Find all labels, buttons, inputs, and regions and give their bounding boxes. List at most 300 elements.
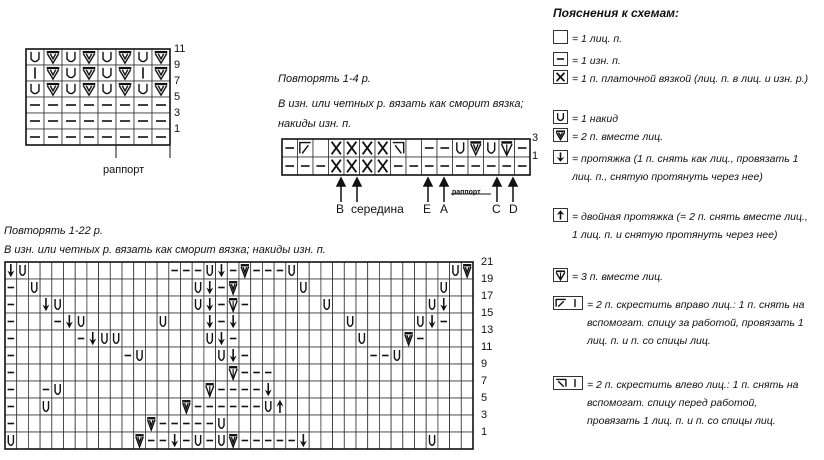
small-chart-cell xyxy=(80,129,98,145)
big-chart-cell xyxy=(403,279,415,296)
big-chart-cell xyxy=(286,347,298,364)
big-chart-cell xyxy=(379,398,391,415)
small-chart-cell xyxy=(44,129,62,145)
big-chart-cell xyxy=(110,347,122,364)
big-chart-cell xyxy=(145,262,157,279)
big-chart-cell xyxy=(157,381,169,398)
big-chart-cell xyxy=(28,381,40,398)
big-chart-cell xyxy=(286,415,298,432)
big-chart-cell xyxy=(262,313,274,330)
big-chart-cell xyxy=(239,347,251,364)
big-chart-cell xyxy=(286,296,298,313)
big-chart-cell xyxy=(99,432,111,449)
middle-chart-cell xyxy=(313,157,329,175)
legend-item xyxy=(553,150,814,186)
legend-dash-icon xyxy=(553,52,568,66)
big-chart-cell xyxy=(52,279,64,296)
big-chart-cell xyxy=(169,262,181,279)
big-chart-cell xyxy=(251,313,263,330)
small-chart-cell xyxy=(116,129,134,145)
small-chart-cell xyxy=(44,49,62,65)
big-chart-cell xyxy=(333,279,345,296)
big-chart-cell xyxy=(438,432,450,449)
big-chart-cell xyxy=(87,262,99,279)
legend-item xyxy=(553,52,814,70)
big-chart-cell xyxy=(403,432,415,449)
big-chart-cell xyxy=(239,296,251,313)
big-chart-cell xyxy=(415,330,427,347)
big-chart-cell xyxy=(251,347,263,364)
middle-chart-cell xyxy=(313,139,329,157)
big-chart-cell xyxy=(438,279,450,296)
big-chart-cell xyxy=(321,381,333,398)
small-chart-row-number: 7 xyxy=(174,75,181,87)
small-chart-cell xyxy=(26,129,44,145)
big-chart-cell xyxy=(17,364,29,381)
big-chart-cell xyxy=(134,415,146,432)
small-chart-cell xyxy=(44,81,62,97)
big-chart-cell xyxy=(461,313,473,330)
big-chart-cell xyxy=(99,347,111,364)
label-e: E xyxy=(423,202,432,216)
big-chart-cell xyxy=(181,347,193,364)
big-chart-cell xyxy=(298,364,310,381)
big-chart-cell xyxy=(391,313,403,330)
big-chart-cell xyxy=(145,347,157,364)
big-chart-cell xyxy=(204,330,216,347)
big-chart-cell xyxy=(321,296,333,313)
big-chart-cell xyxy=(99,296,111,313)
big-chart-cell xyxy=(122,432,134,449)
big-chart-cell xyxy=(391,415,403,432)
big-chart-cell xyxy=(286,432,298,449)
small-chart-cell xyxy=(62,81,80,97)
small-chart-cell xyxy=(80,113,98,129)
middle-chart-grid xyxy=(281,138,531,176)
big-chart-cell xyxy=(274,262,286,279)
middle-chart-row-number: 3 xyxy=(532,132,539,144)
small-chart-cell xyxy=(116,97,134,113)
big-chart-cell xyxy=(5,313,17,330)
big-chart-cell xyxy=(192,262,204,279)
big-chart-cell xyxy=(309,381,321,398)
big-chart-cell xyxy=(52,262,64,279)
big-chart-cell xyxy=(227,347,239,364)
big-chart-cell xyxy=(403,381,415,398)
middle-repeat-note: Повторять 1-4 р. xyxy=(278,73,371,85)
big-chart-cell xyxy=(356,262,368,279)
small-chart-cell xyxy=(98,97,116,113)
small-chart-cell xyxy=(44,97,62,113)
legend-item-text: = 1 лиц. п. xyxy=(572,33,623,45)
big-chart-cell xyxy=(368,262,380,279)
big-chart-cell xyxy=(192,296,204,313)
big-chart-cell xyxy=(368,415,380,432)
big-chart-cell xyxy=(262,398,274,415)
big-chart-cell xyxy=(379,432,391,449)
big-chart-cell xyxy=(75,330,87,347)
big-chart-cell xyxy=(415,415,427,432)
big-chart-cell xyxy=(426,347,438,364)
big-chart-cell xyxy=(40,313,52,330)
big-chart-cell xyxy=(181,381,193,398)
big-chart-cell xyxy=(344,279,356,296)
big-chart-cell xyxy=(75,398,87,415)
legend-item xyxy=(553,128,814,146)
big-chart-cell xyxy=(110,415,122,432)
big-chart-cell xyxy=(192,279,204,296)
middle-chart-cell xyxy=(329,157,345,175)
big-chart-cell xyxy=(52,432,64,449)
big-chart-cell xyxy=(251,415,263,432)
big-chart-cell xyxy=(450,432,462,449)
small-chart-cell xyxy=(26,65,44,81)
big-chart-cell xyxy=(40,415,52,432)
big-chart-cell xyxy=(181,398,193,415)
big-chart-cell xyxy=(87,330,99,347)
big-chart-cell xyxy=(64,296,76,313)
big-chart-cell xyxy=(216,432,228,449)
big-chart-cell xyxy=(110,296,122,313)
big-chart-cell xyxy=(5,364,17,381)
big-chart-cell xyxy=(251,432,263,449)
big-chart-cell xyxy=(192,330,204,347)
big-chart-cell xyxy=(438,364,450,381)
big-chart-cell xyxy=(239,432,251,449)
big-chart-cell xyxy=(274,415,286,432)
big-chart-cell xyxy=(40,330,52,347)
big-chart-cell xyxy=(403,330,415,347)
big-chart-cell xyxy=(5,381,17,398)
big-chart-cell xyxy=(99,381,111,398)
big-chart-cell xyxy=(216,330,228,347)
big-chart-cell xyxy=(134,347,146,364)
big-chart-cell xyxy=(99,415,111,432)
big-chart-cell xyxy=(169,415,181,432)
big-chart-cell xyxy=(204,313,216,330)
big-chart-cell xyxy=(157,364,169,381)
big-chart-cell xyxy=(28,296,40,313)
big-chart-cell xyxy=(169,432,181,449)
big-chart-cell xyxy=(426,364,438,381)
big-chart-cell xyxy=(17,415,29,432)
middle-chart-cell xyxy=(422,139,438,157)
big-chart-cell xyxy=(356,415,368,432)
big-chart-cell xyxy=(251,330,263,347)
small-chart-cell xyxy=(152,97,170,113)
big-chart-cell xyxy=(368,398,380,415)
middle-chart-cell xyxy=(484,139,500,157)
big-chart-cell xyxy=(216,279,228,296)
middle-chart-cell xyxy=(453,157,469,175)
small-chart-row-number: 11 xyxy=(174,43,186,55)
big-chart-cell xyxy=(192,415,204,432)
small-chart-cell xyxy=(134,97,152,113)
big-chart-cell xyxy=(298,415,310,432)
big-chart-cell xyxy=(379,330,391,347)
small-chart-cell xyxy=(98,113,116,129)
big-chart-cell xyxy=(344,415,356,432)
big-chart-cell xyxy=(181,296,193,313)
big-chart-cell xyxy=(461,330,473,347)
big-chart-cell xyxy=(216,347,228,364)
big-chart-cell xyxy=(321,347,333,364)
big-chart-cell xyxy=(438,313,450,330)
big-chart-cell xyxy=(461,381,473,398)
big-chart-cell xyxy=(87,279,99,296)
big-chart-cell xyxy=(356,347,368,364)
small-chart-cell xyxy=(98,65,116,81)
middle-chart-cell xyxy=(406,139,422,157)
big-chart-cell xyxy=(298,347,310,364)
big-chart-cell xyxy=(321,279,333,296)
big-chart-cell xyxy=(64,381,76,398)
big-chart-cell xyxy=(40,381,52,398)
big-chart-cell xyxy=(274,279,286,296)
legend-item-text: = 2 п. скрестить влево лиц.: 1 п. снять на вспомогат. спицу перед работой, провязать 1 лиц. п. и п. со спицы лиц. xyxy=(587,379,799,427)
big-chart-cell xyxy=(344,296,356,313)
middle-chart-cell xyxy=(391,157,407,175)
big-chart-cell xyxy=(344,347,356,364)
big-chart-cell xyxy=(251,364,263,381)
big-chart-cell xyxy=(5,296,17,313)
big-chart-row-number: 17 xyxy=(481,290,494,302)
big-chart-cell xyxy=(122,296,134,313)
big-chart-cell xyxy=(274,296,286,313)
big-chart-cell xyxy=(356,432,368,449)
big-chart-cell xyxy=(87,415,99,432)
legend-item-text: = 1 п. платочной вязкой (лиц. п. в лиц. и изн. р.) xyxy=(572,73,809,85)
big-chart-cell xyxy=(426,415,438,432)
big-chart-cell xyxy=(75,432,87,449)
big-chart-cell xyxy=(286,398,298,415)
big-chart-cell xyxy=(391,296,403,313)
big-chart-row-number: 7 xyxy=(481,375,488,387)
small-chart-cell xyxy=(152,129,170,145)
big-chart-cell xyxy=(379,296,391,313)
small-chart xyxy=(25,48,171,168)
big-chart-cell xyxy=(415,279,427,296)
middle-chart-cell xyxy=(468,139,484,157)
big-chart-cell xyxy=(391,381,403,398)
big-chart-cell xyxy=(192,364,204,381)
big-chart-cell xyxy=(262,381,274,398)
big-chart-cell xyxy=(227,415,239,432)
big-chart-cell xyxy=(344,432,356,449)
big-chart-cell xyxy=(5,330,17,347)
small-chart-row-number: 3 xyxy=(174,107,181,119)
big-chart-cell xyxy=(145,432,157,449)
legend-v-icon xyxy=(553,268,568,282)
big-chart-cell xyxy=(461,415,473,432)
big-chart-cell xyxy=(321,262,333,279)
middle-chart-cell xyxy=(344,157,360,175)
big-chart-cell xyxy=(157,347,169,364)
big-chart-cell xyxy=(157,415,169,432)
big-chart-cell xyxy=(286,262,298,279)
big-chart-cell xyxy=(227,330,239,347)
big-chart-cell xyxy=(17,381,29,398)
big-chart-cell xyxy=(309,398,321,415)
big-chart-cell xyxy=(415,381,427,398)
legend-item xyxy=(553,110,814,128)
middle-chart-cell xyxy=(437,157,453,175)
big-chart-cell xyxy=(379,279,391,296)
big-chart-cell xyxy=(227,364,239,381)
big-chart-cell xyxy=(450,347,462,364)
big-chart-cell xyxy=(157,296,169,313)
big-chart-cell xyxy=(368,279,380,296)
big-chart-cell xyxy=(216,296,228,313)
big-chart-cell xyxy=(262,432,274,449)
big-chart-cell xyxy=(99,398,111,415)
big-chart-cell xyxy=(216,313,228,330)
big-chart-cell xyxy=(28,330,40,347)
big-chart-cell xyxy=(169,296,181,313)
big-chart-cell xyxy=(145,330,157,347)
big-chart-cell xyxy=(309,262,321,279)
big-chart-row-number: 9 xyxy=(481,358,488,370)
big-chart-cell xyxy=(309,279,321,296)
big-chart-cell xyxy=(99,364,111,381)
legend-item-text: = 1 изн. п. xyxy=(572,55,621,67)
big-chart-cell xyxy=(110,432,122,449)
big-chart-cell xyxy=(17,432,29,449)
big-chart-cell xyxy=(227,381,239,398)
big-chart-cell xyxy=(169,330,181,347)
big-chart-row-number: 19 xyxy=(481,273,494,285)
big-chart-cell xyxy=(110,313,122,330)
big-chart-cell xyxy=(99,279,111,296)
big-chart-cell xyxy=(379,347,391,364)
big-chart-cell xyxy=(64,364,76,381)
big-chart-cell xyxy=(99,330,111,347)
big-chart-cell xyxy=(17,262,29,279)
big-chart-cell xyxy=(181,415,193,432)
big-chart-cell xyxy=(52,364,64,381)
big-chart-cell xyxy=(216,364,228,381)
big-chart-cell xyxy=(344,381,356,398)
big-chart-cell xyxy=(309,330,321,347)
small-chart-cell xyxy=(152,113,170,129)
big-chart-cell xyxy=(134,398,146,415)
label-a: A xyxy=(440,202,449,216)
big-chart-cell xyxy=(75,313,87,330)
small-chart-row-number: 5 xyxy=(174,91,181,103)
big-chart-cell xyxy=(391,432,403,449)
big-chart-cell xyxy=(75,262,87,279)
big-chart-cell xyxy=(227,398,239,415)
small-chart-cell xyxy=(62,129,80,145)
big-chart-cell xyxy=(426,313,438,330)
big-chart-cell xyxy=(344,262,356,279)
big-chart-cell xyxy=(450,381,462,398)
big-chart-cell xyxy=(286,313,298,330)
big-chart-cell xyxy=(134,279,146,296)
big-chart-cell xyxy=(321,398,333,415)
big-chart-cell xyxy=(169,279,181,296)
legend-item-text: = 2 п. скрестить вправо лиц.: 1 п. снять на вспомогат. спицу за работой, провязать 1 лиц. п. и п. со спицы лиц. xyxy=(587,299,805,347)
big-chart-cell xyxy=(134,313,146,330)
big-chart-cell xyxy=(5,347,17,364)
big-chart-cell xyxy=(426,262,438,279)
big-chart-cell xyxy=(28,415,40,432)
big-chart-cell xyxy=(239,398,251,415)
legend-item xyxy=(553,376,813,430)
big-chart-cell xyxy=(309,432,321,449)
big-chart-cell xyxy=(239,415,251,432)
small-chart-cell xyxy=(26,49,44,65)
big-chart-cell xyxy=(450,364,462,381)
big-chart-cell xyxy=(426,381,438,398)
big-chart-cell xyxy=(379,381,391,398)
big-chart-cell xyxy=(286,381,298,398)
small-chart-grid xyxy=(25,48,171,168)
big-chart-cell xyxy=(438,262,450,279)
big-chart-cell xyxy=(426,279,438,296)
big-chart-cell xyxy=(356,398,368,415)
big-chart-cell xyxy=(17,347,29,364)
big-chart-cell xyxy=(122,313,134,330)
label-c: C xyxy=(492,202,501,216)
big-chart-cell xyxy=(426,296,438,313)
middle-chart-cell xyxy=(360,157,376,175)
big-chart-cell xyxy=(461,262,473,279)
big-chart-cell xyxy=(344,364,356,381)
big-chart-cell xyxy=(52,381,64,398)
big-chart-cell xyxy=(403,415,415,432)
big-chart-cell xyxy=(298,313,310,330)
big-chart-cell xyxy=(169,364,181,381)
small-chart-repeat-label: раппорт xyxy=(103,164,145,176)
big-chart-cell xyxy=(309,364,321,381)
middle-chart-cell xyxy=(360,139,376,157)
big-chart-cell xyxy=(321,330,333,347)
big-chart-cell xyxy=(181,330,193,347)
big-chart-cell xyxy=(75,381,87,398)
big-chart-cell xyxy=(461,347,473,364)
big-chart-cell xyxy=(298,262,310,279)
legend-item xyxy=(553,268,814,286)
big-chart-row-number: 13 xyxy=(481,324,494,336)
small-chart-cell xyxy=(116,65,134,81)
big-chart-cell xyxy=(356,279,368,296)
big-chart-cell xyxy=(122,262,134,279)
middle-chart-cell xyxy=(375,139,391,157)
big-chart-cell xyxy=(87,398,99,415)
big-chart-cell xyxy=(426,330,438,347)
big-chart-cell xyxy=(274,364,286,381)
big-chart-cell xyxy=(368,330,380,347)
big-chart-cell xyxy=(87,347,99,364)
big-chart-cell xyxy=(227,262,239,279)
small-chart-cell xyxy=(44,65,62,81)
legend-item-text: = 1 накид xyxy=(572,113,619,125)
small-chart-cell xyxy=(62,49,80,65)
big-chart-cell xyxy=(40,279,52,296)
big-chart-cell xyxy=(356,364,368,381)
big-chart-cell xyxy=(461,364,473,381)
big-chart-cell xyxy=(321,415,333,432)
small-chart-cell xyxy=(26,97,44,113)
big-chart-cell xyxy=(64,330,76,347)
big-chart-cell xyxy=(28,262,40,279)
big-chart-cell xyxy=(40,296,52,313)
big-chart-cell xyxy=(251,279,263,296)
big-chart-cell xyxy=(204,432,216,449)
big-chart xyxy=(4,261,474,450)
big-chart-cell xyxy=(145,398,157,415)
